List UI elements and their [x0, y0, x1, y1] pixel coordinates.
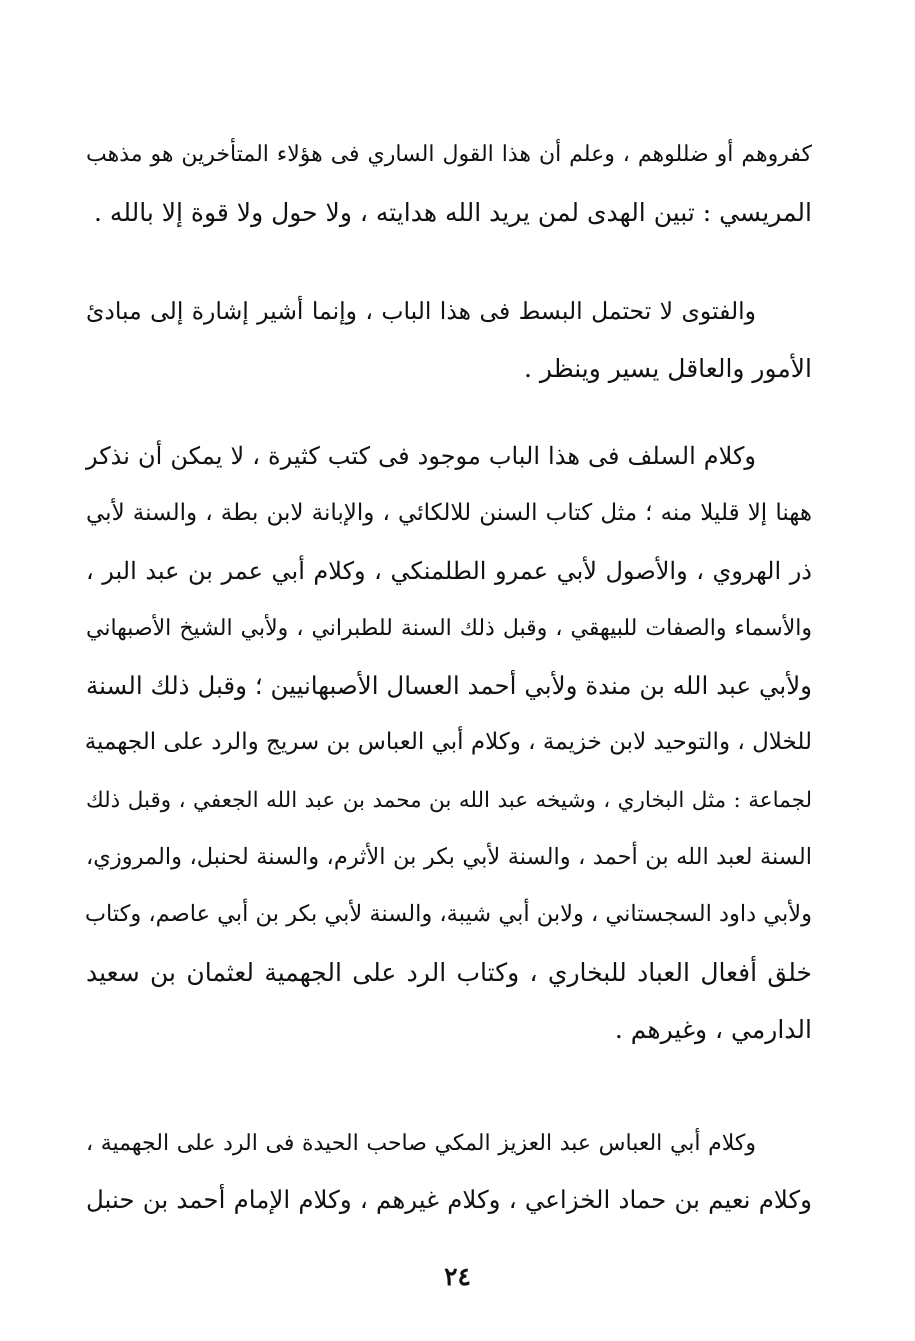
text-line: ولأبي عبد الله بن مندة ولأبي أحمد العسال الأصبهانيين ؛ وقبل ذلك السنة: [86, 671, 812, 701]
paragraph-2: [86, 282, 812, 398]
text-line: والأسماء والصفات للبيهقي ، وقبل ذلك السنة للطبراني ، ولأبي الشيخ الأصبهاني: [86, 615, 812, 641]
text-line: وكلام أبي العباس عبد العزيز المكي صاحب الحيدة فى الرد على الجهمية ،: [86, 1131, 756, 1156]
text-line: الأمور والعاقل يسير وينظر .: [524, 354, 812, 383]
paragraph-1: [86, 126, 812, 242]
text-line: المريسي : تبين الهدى لمن يريد الله هدايته ، ولا حول ولا قوة إلا بالله .: [94, 198, 812, 227]
text-line: وكلام السلف فى هذا الباب موجود فى كتب كثيرة ، لا يمكن أن نذكر: [86, 442, 756, 470]
text-line: ههنا إلا قليلا منه ؛ مثل كتاب السنن للالكائي ، والإبانة لابن بطة ، والسنة لأبي: [86, 500, 812, 527]
text-line: الدارمي ، وغيرهم .: [614, 1014, 812, 1044]
text-line: كفروهم أو ضللوهم ، وعلم أن هذا القول الساري فى هؤلاء المتأخرين هو مذهب: [86, 142, 812, 167]
text-line: والفتوى لا تحتمل البسط فى هذا الباب ، وإنما أشير إشارة إلى مبادئ: [86, 297, 756, 325]
text-line: وكلام نعيم بن حماد الخزاعي ، وكلام غيرهم ، وكلام الإمام أحمد بن حنبل: [86, 1185, 812, 1214]
text-line: للخلال ، والتوحيد لابن خزيمة ، وكلام أبي العباس بن سريج والرد على الجهمية: [84, 729, 812, 756]
paragraph-3: [86, 428, 812, 1058]
text-line: لجماعة : مثل البخاري ، وشيخه عبد الله بن محمد بن عبد الله الجعفي ، وقبل ذلك: [86, 787, 812, 813]
paragraph-4: [86, 1116, 812, 1228]
text-line: ذر الهروي ، والأصول لأبي عمرو الطلمنكي ، وكلام أبي عمر بن عبد البر ،: [86, 556, 812, 585]
text-line: السنة لعبد الله بن أحمد ، والسنة لأبي بكر بن الأثرم، والسنة لحنبل، والمروزي،: [86, 844, 812, 871]
text-line: ولأبي داود السجستاني ، ولابن أبي شيبة، والسنة لأبي بكر بن أبي عاصم، وكتاب: [84, 901, 812, 928]
text-line: خلق أفعال العباد للبخاري ، وكتاب الرد على الجهمية لعثمان بن سعيد: [86, 957, 812, 987]
page-number: ٢٤: [444, 1262, 471, 1291]
